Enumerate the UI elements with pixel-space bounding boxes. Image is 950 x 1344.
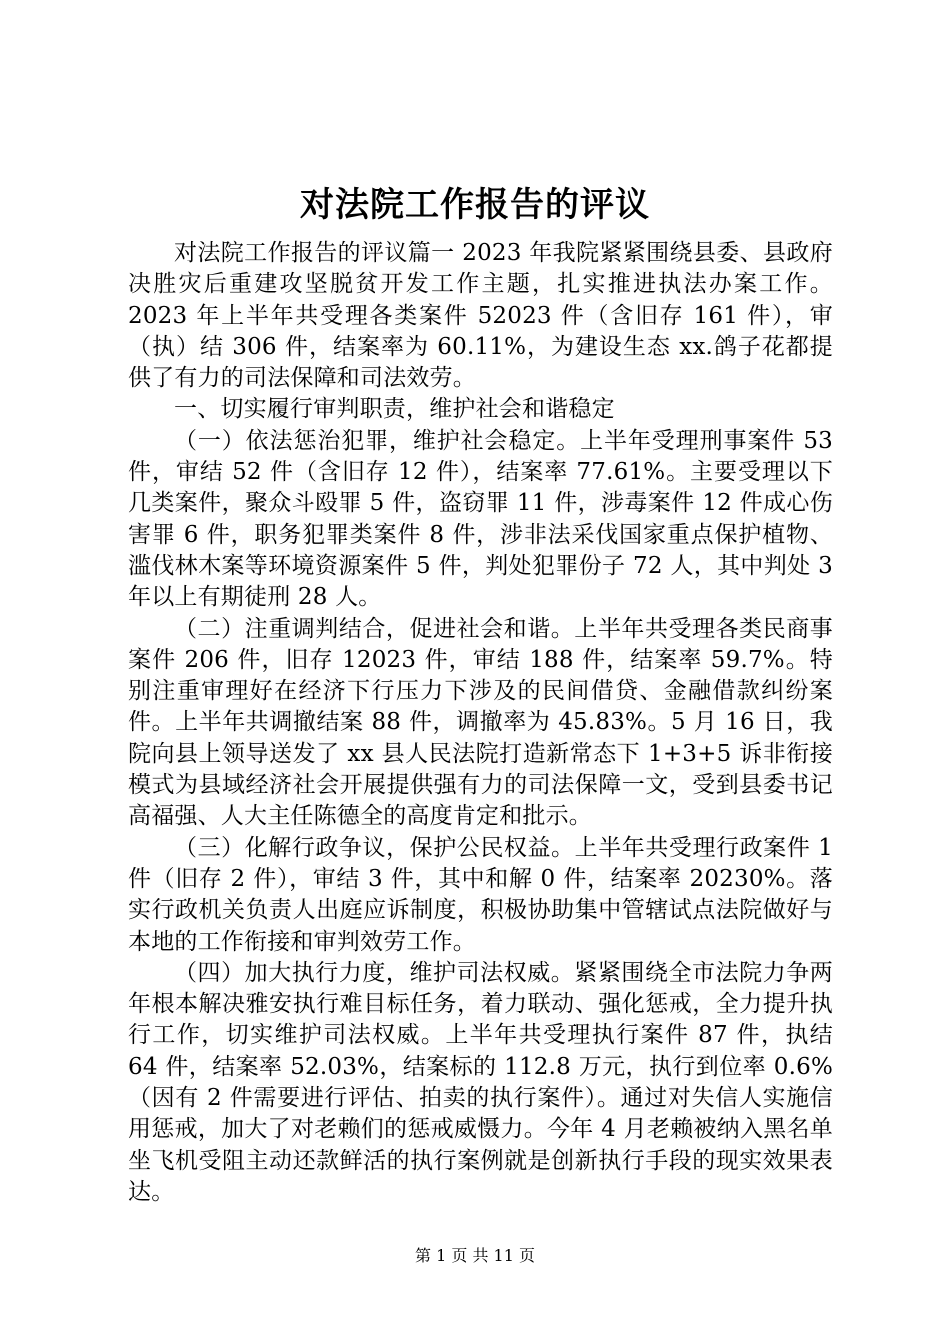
section-heading-1: 一、切实履行审判职责，维护社会和谐稳定: [174, 396, 615, 423]
paragraph-civil: （二）注重调判结合，促进社会和谐。上半年共受理各类民商事案件 206 件，旧存 12023 件，审结 188 件，结案率 59.7%。特别注重审理好在经济下行压力下涉及的民间借贷、金融借款纠纷案件。上半年共调撤结案 88 件，调撤率为 45.83%。5 月 16 日，我院向县上领导送发了 xx 县人民法院打造新常态下 1+3+5 诉非衔接模式为县域经济社会开展提供强有力的司法保障一文，受到县委书记高福强、人大主任陈德全的高度肯定和批示。: [128, 615, 833, 830]
paragraph-criminal: （一）依法惩治犯罪，维护社会稳定。上半年受理刑事案件 53 件，审结 52 件（含旧存 12 件），结案率 77.61%。主要受理以下几类案件，聚众斗殴罪 5 件，盗窃罪 11 件，涉毒案件 12 件成心伤害罪 6 件，职务犯罪类案件 8 件，涉非法采伐国家重点保护植物、滥伐林木案等环境资源案件 5 件，判处犯罪份子 72 人，其中判处 3 年以上有期徒刑 28 人。: [128, 427, 833, 611]
page-footer: 第 1 页 共 11 页: [415, 1246, 535, 1265]
document-body: [128, 238, 833, 1208]
document-title: 对法院工作报告的评议: [300, 185, 650, 225]
paragraph-enforcement: （四）加大执行力度，维护司法权威。紧紧围绕全市法院力争两年根本解决雅安执行难目标任务，着力联动、强化惩戒，全力提升执行工作，切实维护司法权威。上半年共受理执行案件 87 件，执结 64 件，结案率 52.03%，结案标的 112.8 万元，执行到位率 0.6%（因有 2 件需要进行评估、拍卖的执行案件）。通过对失信人实施信用惩戒，加大了对老赖们的惩戒威慑力。今年 4 月老赖被纳入黑名单坐飞机受阻主动还款鲜活的执行案例就是创新执行手段的现实效果表达。: [128, 959, 833, 1205]
paragraph-administrative: （三）化解行政争议，保护公民权益。上半年共受理行政案件 1 件（旧存 2 件），审结 3 件，其中和解 0 件，结案率 20230%。落实行政机关负责人出庭应诉制度，积极协助集中管辖试点法院做好与本地的工作衔接和审判效劳工作。: [128, 834, 833, 955]
paragraph-intro: 对法院工作报告的评议篇一 2023 年我院紧紧围绕县委、县政府决胜灾后重建攻坚脱贫开发工作主题，扎实推进执法办案工作。2023 年上半年共受理各类案件 52023 件（含旧存 161 件），审（执）结 306 件，结案率为 60.11%，为建设生态 xx.鸽子花都提供了有力的司法保障和司法效劳。: [128, 240, 833, 392]
